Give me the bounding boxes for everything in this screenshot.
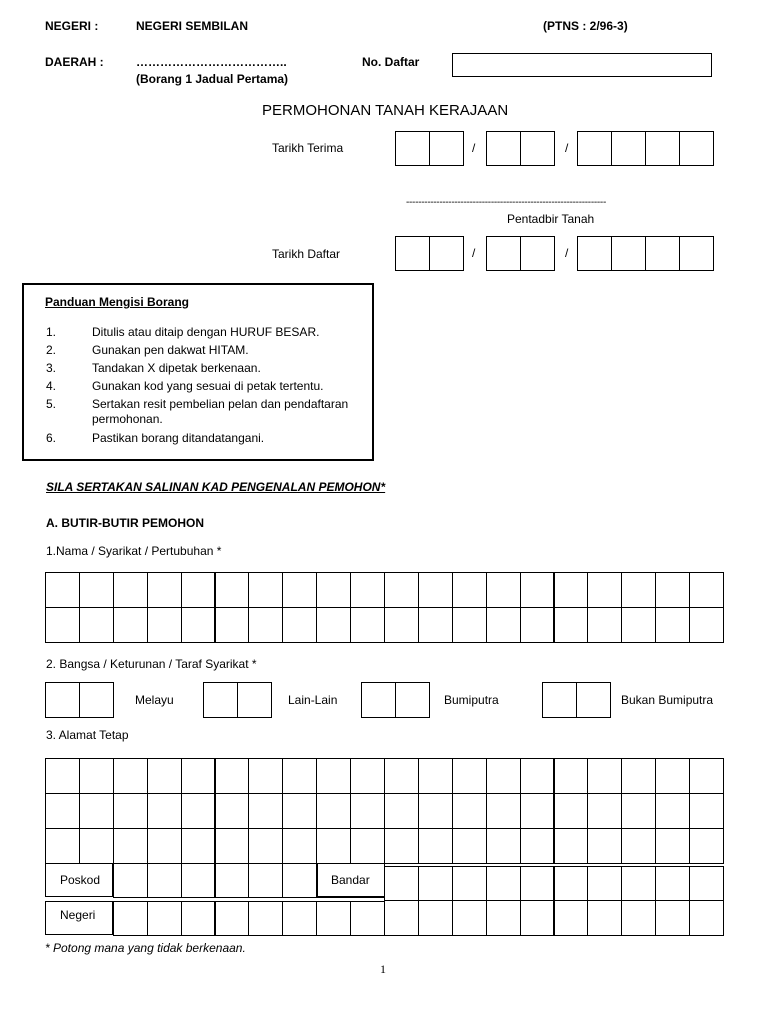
- address-char-box[interactable]: [350, 758, 385, 794]
- address-char-box[interactable]: [520, 758, 555, 794]
- name-char-box[interactable]: [587, 607, 622, 643]
- address-char-box[interactable]: [587, 828, 622, 864]
- pentadbir-tanah-label: Pentadbir Tanah: [507, 212, 595, 226]
- name-char-box[interactable]: [113, 607, 148, 643]
- address-char-box[interactable]: [554, 828, 589, 864]
- name-char-box[interactable]: [486, 572, 521, 608]
- daerah-label: DAERAH :: [45, 55, 104, 69]
- address-char-box[interactable]: [587, 758, 622, 794]
- address-char-box[interactable]: [79, 793, 114, 829]
- year-digit-box[interactable]: [611, 131, 646, 166]
- date-separator: /: [472, 246, 476, 260]
- no-daftar-label: No. Daftar: [362, 55, 420, 69]
- year-digit-box[interactable]: [679, 236, 714, 271]
- day-digit-box[interactable]: [429, 131, 464, 166]
- address-char-box[interactable]: [248, 828, 283, 864]
- poskod-char-box[interactable]: [113, 863, 148, 898]
- name-char-box[interactable]: [350, 572, 385, 608]
- negeri-char-box[interactable]: [384, 900, 419, 936]
- month-digit-box[interactable]: [520, 131, 555, 166]
- name-char-box[interactable]: [181, 572, 216, 608]
- negeri-char-box[interactable]: [689, 900, 724, 936]
- bandar-label: Bandar: [331, 873, 370, 887]
- guide-item-number: 4.: [46, 379, 57, 393]
- address-char-box[interactable]: [621, 758, 656, 794]
- negeri-char-box[interactable]: [418, 900, 453, 936]
- address-char-box[interactable]: [113, 828, 148, 864]
- address-char-box[interactable]: [215, 758, 250, 794]
- name-char-box[interactable]: [384, 607, 419, 643]
- address-char-box[interactable]: [316, 828, 351, 864]
- negeri-address-label: Negeri: [60, 908, 96, 922]
- month-digit-box[interactable]: [520, 236, 555, 271]
- address-char-box[interactable]: [689, 793, 724, 829]
- poskod-label-box: [45, 863, 113, 897]
- guide-item-number: 3.: [46, 361, 57, 375]
- guide-item-number: 6.: [46, 431, 57, 445]
- year-digit-box[interactable]: [611, 236, 646, 271]
- address-char-box[interactable]: [282, 793, 317, 829]
- name-char-box[interactable]: [316, 572, 351, 608]
- address-char-box[interactable]: [587, 793, 622, 829]
- name-char-box[interactable]: [418, 607, 453, 643]
- address-char-box[interactable]: [384, 793, 419, 829]
- negeri-char-box[interactable]: [181, 901, 216, 936]
- address-char-box[interactable]: [689, 758, 724, 794]
- guide-item-number: 5.: [46, 397, 57, 411]
- bandar-label-box: [317, 863, 385, 897]
- name-char-box[interactable]: [147, 572, 182, 608]
- month-digit-box[interactable]: [486, 236, 521, 271]
- q2-label: 2. Bangsa / Keturunan / Taraf Syarikat *: [46, 657, 257, 671]
- name-char-box[interactable]: [689, 607, 724, 643]
- negeri-char-box[interactable]: [520, 900, 555, 936]
- name-char-box[interactable]: [282, 572, 317, 608]
- name-char-box[interactable]: [418, 572, 453, 608]
- name-char-box[interactable]: [215, 572, 250, 608]
- option-bumiputra-label: Bumiputra: [444, 693, 499, 707]
- name-char-box[interactable]: [282, 607, 317, 643]
- name-char-box[interactable]: [181, 607, 216, 643]
- address-char-box[interactable]: [452, 793, 487, 829]
- name-char-box[interactable]: [486, 607, 521, 643]
- bandar-char-box[interactable]: [554, 866, 589, 901]
- no-daftar-field[interactable]: [452, 53, 712, 77]
- year-digit-box[interactable]: [577, 236, 612, 271]
- poskod-label: Poskod: [60, 873, 101, 887]
- footnote: * Potong mana yang tidak berkenaan.: [45, 941, 246, 955]
- address-char-box[interactable]: [147, 828, 182, 864]
- guide-box: [22, 283, 374, 461]
- ic-copy-notice: SILA SERTAKAN SALINAN KAD PENGENALAN PEMOHON*: [46, 480, 386, 494]
- address-char-box[interactable]: [554, 793, 589, 829]
- address-char-box[interactable]: [520, 793, 555, 829]
- tarikh-terima-label: Tarikh Terima: [272, 141, 344, 155]
- name-char-box[interactable]: [316, 607, 351, 643]
- name-char-box[interactable]: [452, 607, 487, 643]
- name-char-box[interactable]: [621, 607, 656, 643]
- negeri-char-box[interactable]: [452, 900, 487, 936]
- guide-item-text: Gunakan pen dakwat HITAM.: [92, 343, 249, 357]
- guide-item-text: Gunakan kod yang sesuai di petak tertentu.: [92, 379, 324, 393]
- address-char-box[interactable]: [384, 758, 419, 794]
- option-lain-lain-label: Lain-Lain: [288, 693, 338, 707]
- poskod-char-box[interactable]: [215, 863, 250, 898]
- address-char-box[interactable]: [655, 828, 690, 864]
- address-char-box[interactable]: [282, 828, 317, 864]
- name-char-box[interactable]: [45, 572, 80, 608]
- negeri-char-box[interactable]: [486, 900, 521, 936]
- poskod-char-box[interactable]: [248, 863, 283, 898]
- name-char-box[interactable]: [554, 607, 589, 643]
- negeri-char-box[interactable]: [113, 901, 148, 936]
- address-char-box[interactable]: [621, 828, 656, 864]
- address-char-box[interactable]: [316, 758, 351, 794]
- negeri-char-box[interactable]: [316, 901, 351, 936]
- guide-item-number: 1.: [46, 325, 57, 339]
- address-char-box[interactable]: [554, 758, 589, 794]
- address-char-box[interactable]: [655, 758, 690, 794]
- name-char-box[interactable]: [248, 572, 283, 608]
- year-digit-box[interactable]: [645, 236, 680, 271]
- address-char-box[interactable]: [113, 758, 148, 794]
- signature-line: ------------------------------------------------------------------: [406, 197, 606, 208]
- day-digit-box[interactable]: [429, 236, 464, 271]
- name-char-box[interactable]: [79, 572, 114, 608]
- page-number: 1: [380, 962, 386, 976]
- name-char-box[interactable]: [587, 572, 622, 608]
- address-char-box[interactable]: [452, 828, 487, 864]
- negeri-char-box[interactable]: [282, 901, 317, 936]
- negeri-char-box[interactable]: [215, 901, 250, 936]
- address-char-box[interactable]: [452, 758, 487, 794]
- option-check-box[interactable]: [542, 682, 577, 718]
- address-char-box[interactable]: [486, 758, 521, 794]
- bandar-char-box[interactable]: [621, 866, 656, 901]
- date-separator: /: [565, 141, 569, 155]
- year-digit-box[interactable]: [645, 131, 680, 166]
- name-char-box[interactable]: [147, 607, 182, 643]
- bandar-char-box[interactable]: [587, 866, 622, 901]
- daerah-value[interactable]: ………………………………..: [136, 55, 287, 69]
- bandar-char-box[interactable]: [486, 866, 521, 901]
- address-char-box[interactable]: [45, 793, 80, 829]
- date-separator: /: [565, 246, 569, 260]
- option-check-box[interactable]: [361, 682, 396, 718]
- name-char-box[interactable]: [248, 607, 283, 643]
- tarikh-daftar-label: Tarikh Daftar: [272, 247, 341, 261]
- name-char-box[interactable]: [554, 572, 589, 608]
- option-check-box[interactable]: [79, 682, 114, 718]
- form-reference: (PTNS : 2/96-3): [543, 19, 628, 33]
- poskod-char-box[interactable]: [147, 863, 182, 898]
- address-char-box[interactable]: [316, 793, 351, 829]
- address-char-box[interactable]: [418, 758, 453, 794]
- option-melayu-label: Melayu: [135, 693, 174, 707]
- negeri-char-box[interactable]: [248, 901, 283, 936]
- address-char-box[interactable]: [248, 758, 283, 794]
- address-char-box[interactable]: [486, 793, 521, 829]
- address-char-box[interactable]: [147, 758, 182, 794]
- section-a-heading: A. BUTIR-BUTIR PEMOHON: [46, 516, 204, 530]
- negeri-label: NEGERI :: [45, 19, 99, 33]
- bandar-char-box[interactable]: [418, 866, 453, 901]
- name-char-box[interactable]: [384, 572, 419, 608]
- address-char-box[interactable]: [147, 793, 182, 829]
- address-char-box[interactable]: [520, 828, 555, 864]
- address-char-box[interactable]: [45, 828, 80, 864]
- q1-label: 1.Nama / Syarikat / Pertubuhan *: [46, 544, 222, 558]
- option-check-box[interactable]: [395, 682, 430, 718]
- address-divider: [113, 897, 385, 900]
- name-char-box[interactable]: [689, 572, 724, 608]
- bandar-char-box[interactable]: [520, 866, 555, 901]
- negeri-value: NEGERI SEMBILAN: [136, 19, 249, 33]
- name-char-box[interactable]: [452, 572, 487, 608]
- option-bukan-bumiputra-label: Bukan Bumiputra: [621, 693, 714, 707]
- negeri-char-box[interactable]: [621, 900, 656, 936]
- address-char-box[interactable]: [215, 828, 250, 864]
- negeri-char-box[interactable]: [655, 900, 690, 936]
- negeri-char-box[interactable]: [147, 901, 182, 936]
- name-char-box[interactable]: [113, 572, 148, 608]
- bandar-char-box[interactable]: [452, 866, 487, 901]
- poskod-char-box[interactable]: [282, 863, 317, 898]
- negeri-char-box[interactable]: [554, 900, 589, 936]
- address-char-box[interactable]: [689, 828, 724, 864]
- address-char-box[interactable]: [655, 793, 690, 829]
- option-check-box[interactable]: [45, 682, 80, 718]
- bandar-char-box[interactable]: [384, 866, 419, 901]
- address-char-box[interactable]: [45, 758, 80, 794]
- option-check-box[interactable]: [203, 682, 238, 718]
- name-char-box[interactable]: [215, 607, 250, 643]
- year-digit-box[interactable]: [577, 131, 612, 166]
- address-char-box[interactable]: [181, 828, 216, 864]
- guide-item-text: Sertakan resit pembelian pelan dan pendaftaran permohonan.: [92, 397, 349, 426]
- negeri-char-box[interactable]: [587, 900, 622, 936]
- address-char-box[interactable]: [282, 758, 317, 794]
- address-char-box[interactable]: [181, 793, 216, 829]
- day-digit-box[interactable]: [395, 131, 430, 166]
- name-char-box[interactable]: [45, 607, 80, 643]
- guide-item-text: Ditulis atau ditaip dengan HURUF BESAR.: [92, 325, 320, 339]
- year-digit-box[interactable]: [679, 131, 714, 166]
- address-char-box[interactable]: [248, 793, 283, 829]
- name-char-box[interactable]: [621, 572, 656, 608]
- address-char-box[interactable]: [384, 828, 419, 864]
- address-char-box[interactable]: [181, 758, 216, 794]
- name-char-box[interactable]: [79, 607, 114, 643]
- address-char-box[interactable]: [79, 828, 114, 864]
- day-digit-box[interactable]: [395, 236, 430, 271]
- guide-item-text: Pastikan borang ditandatangani.: [92, 431, 265, 445]
- address-char-box[interactable]: [113, 793, 148, 829]
- address-char-box[interactable]: [486, 828, 521, 864]
- guide-title: Panduan Mengisi Borang: [45, 295, 190, 309]
- option-check-box[interactable]: [237, 682, 272, 718]
- date-separator: /: [472, 141, 476, 155]
- name-char-box[interactable]: [350, 607, 385, 643]
- address-char-box[interactable]: [79, 758, 114, 794]
- month-digit-box[interactable]: [486, 131, 521, 166]
- address-char-box[interactable]: [418, 793, 453, 829]
- q3-label: 3. Alamat Tetap: [46, 728, 129, 742]
- bandar-char-box[interactable]: [689, 866, 724, 901]
- negeri-char-box[interactable]: [350, 901, 385, 936]
- guide-item-text: Tandakan X dipetak berkenaan.: [92, 361, 261, 375]
- poskod-char-box[interactable]: [181, 863, 216, 898]
- bandar-char-box[interactable]: [655, 866, 690, 901]
- guide-item-number: 2.: [46, 343, 57, 357]
- name-char-box[interactable]: [520, 607, 555, 643]
- borang-note: (Borang 1 Jadual Pertama): [136, 72, 289, 86]
- option-check-box[interactable]: [576, 682, 611, 718]
- address-char-box[interactable]: [215, 793, 250, 829]
- page-title: PERMOHONAN TANAH KERAJAAN: [262, 102, 509, 119]
- address-char-box[interactable]: [418, 828, 453, 864]
- name-char-box[interactable]: [655, 572, 690, 608]
- address-char-box[interactable]: [350, 828, 385, 864]
- name-char-box[interactable]: [520, 572, 555, 608]
- address-char-box[interactable]: [350, 793, 385, 829]
- name-char-box[interactable]: [655, 607, 690, 643]
- address-char-box[interactable]: [621, 793, 656, 829]
- negeri-label-box: [45, 901, 113, 935]
